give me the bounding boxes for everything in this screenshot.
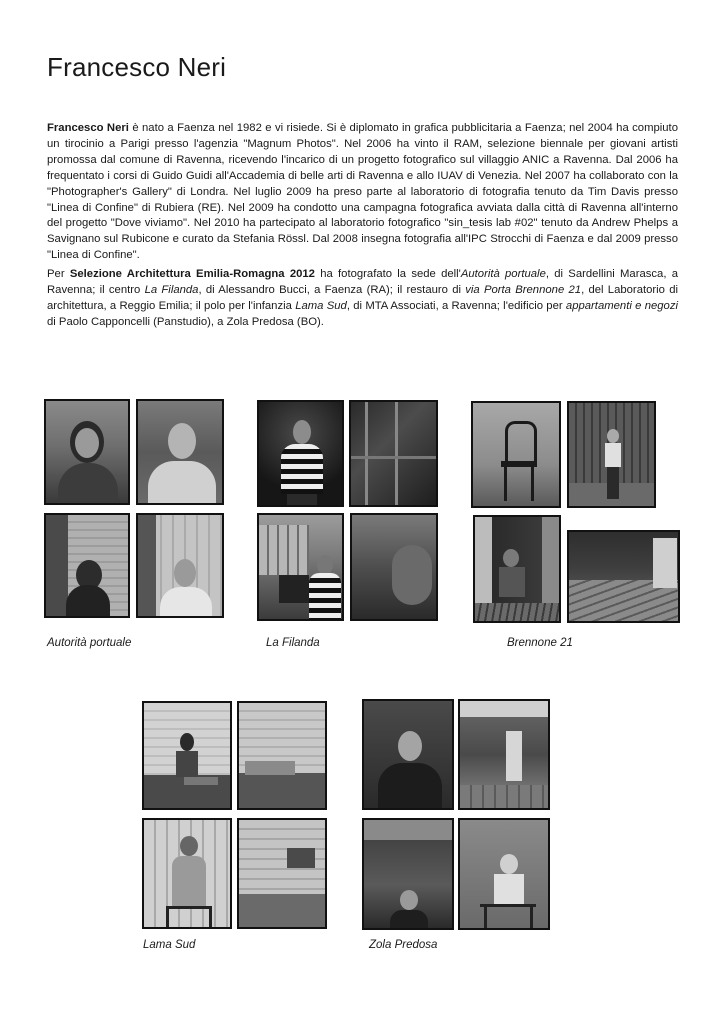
photo-lama-woman-walker [142,818,232,929]
photo-brennone-chair [471,401,561,508]
caption-autorita-portuale: Autorità portuale [47,637,132,649]
sel-text-6: , di MTA Associati, a Ravenna; l'edificio per [346,299,566,312]
photo-lama-facade [237,818,327,929]
sel-text-4: , di Alessandro Bucci, a Faenza (RA); il restauro di [198,283,466,296]
photo-brennone-terrace [567,530,680,623]
photo-zola-man-portrait [362,699,454,810]
page-title: Francesco Neri [47,52,227,82]
photo-autorita-portrait-man [136,399,224,505]
photo-autorita-man-building [136,513,224,618]
sel-italic-4: Lama Sud [295,299,347,312]
sel-italic-1: Autorità portuale [460,268,546,280]
photo-zola-man-street [362,818,454,930]
caption-brennone-21: Brennone 21 [507,637,573,649]
sel-text-7: di Paolo Capponcelli (Panstudio), a Zola Predosa (BO). [47,315,324,328]
photo-brennone-girl-fence [567,401,656,508]
caption-zola-predosa: Zola Predosa [369,939,438,951]
photo-filanda-courtyard [257,513,344,621]
photo-filanda-glass-facade [349,400,438,507]
caption-lama-sud: Lama Sud [143,939,196,951]
sel-text-5: , del Laboratorio di architettura, a Reggio Emilia; il polo per l'infanzia [47,283,679,312]
photo-brennone-man-window [473,515,561,623]
photo-lama-woman-seated [142,701,232,810]
sel-italic-5: appartamenti e negozi [565,299,678,312]
photo-autorita-portrait-woman [44,399,130,505]
sel-italic-3: via Porta Brennone 21 [465,283,582,296]
photo-zola-child [458,818,550,930]
bio-text: è nato a Faenza nel 1982 e vi risiede. Si è diplomato in grafica pubblicitaria a Faenza; nel 2004 ha compiuto un tirocinio a Parigi presso l'agenzia "Magnum Photos". Nel 2006 ha vinto il RAM, selezione biennale per giovani artisti promossa dal comune di Ravenna, ricevendo l'incarico di un progetto fotografico sul villaggio ANIC a Ravenna. Dal 2006 ha frequentato i corsi di Guido Guidi all'Accademia di belle arti di Ravenna e allo IUAV di Venezia. Nel 2007 ha collaborato con la "Photographer's Gallery" di Londra. Nel luglio 2009 ha preso parte al laboratorio di fotografia tenuto da Tim Davis presso "Linea di Confine" di Rubiera (RE). Nel 2009 ha condotto una campagna fotografica avviata dalla città di Ravenna all'interno del progetto "Dove viviamo". Nel 2010 ha partecipato al laboratorio fotografico "sin_tesis lab #02" tenuto da Andrew Phelps a Savignano sul Rubicone e curato da Stefania Rössl. Dal 2008 insegna fotografia all'IPC Strocchi di Faenza e dal 2009 presso "Linea di Confine". [47,122,678,262]
sel-text-3: , di Sardellini Marasca, a Ravenna; il centro [47,268,679,296]
photo-lama-bench [237,701,327,810]
caption-la-filanda: La Filanda [266,637,320,649]
photo-filanda-blur-garden [350,513,438,621]
photo-zola-arcade [458,699,550,810]
bio-paragraph [47,121,678,264]
sel-italic-2: La Filanda [144,283,199,296]
bio-name: Francesco Neri [47,122,129,134]
photo-filanda-man-night [257,400,344,507]
selection-paragraph [47,267,678,331]
photo-autorita-woman-building [44,513,130,618]
sel-text-2: ha fotografato la sede dell' [314,268,461,280]
sel-bold-1: Selezione Architettura Emilia-Romagna 2012 [69,268,315,280]
sel-text-1: Per [47,268,70,280]
